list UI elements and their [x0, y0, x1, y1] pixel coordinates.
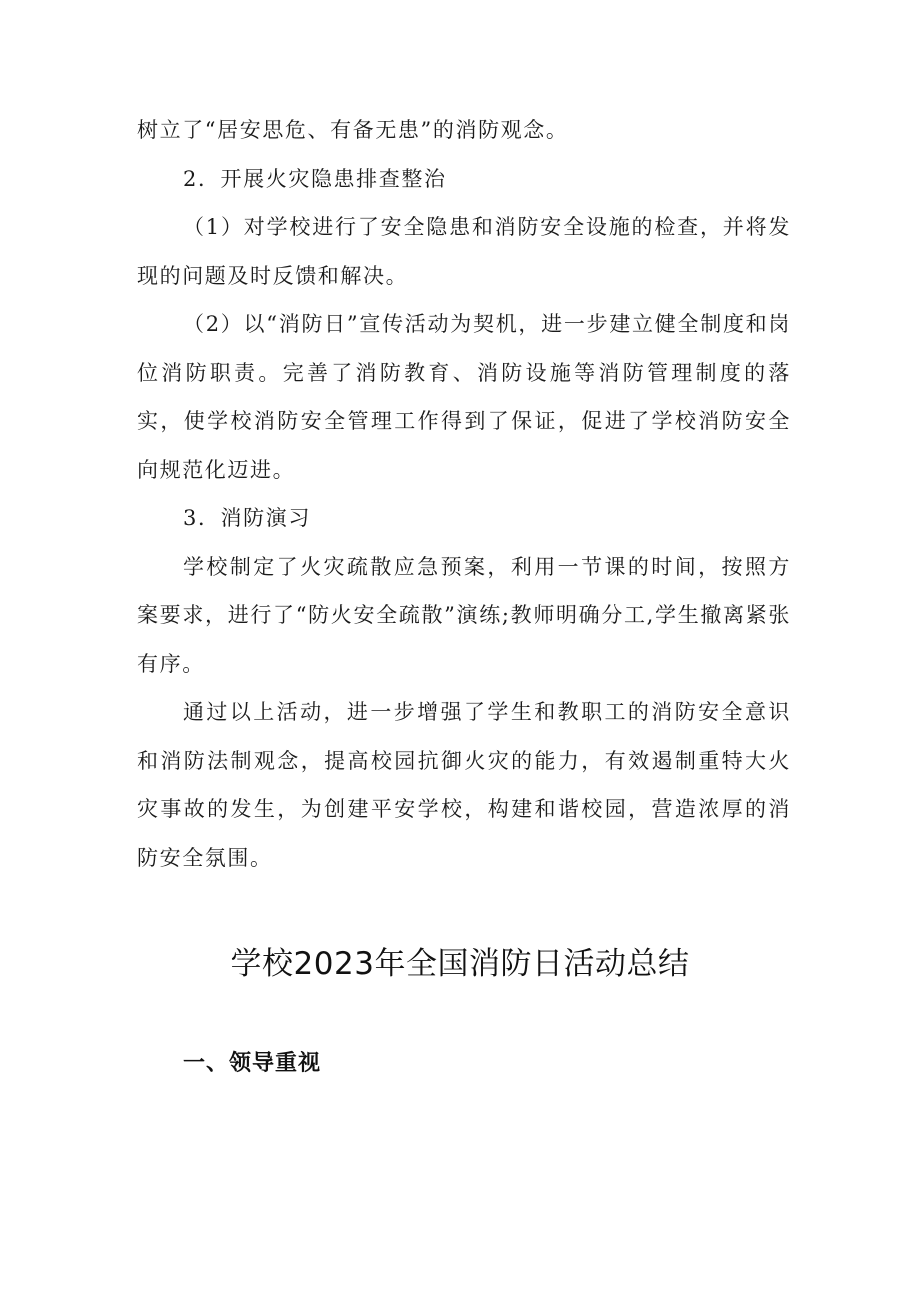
paragraph-conclusion: 通过以上活动，进一步增强了学生和教职工的消防安全意识和消防法制观念，提高校园抗御火灾的能力，有效遏制重特大火灾事故的发生，为创建平安学校，构建和谐校园，营造浓厚的消防安全氛围。 — [137, 700, 791, 870]
body-text — [137, 106, 791, 882]
paragraph-item-2: （2）以“消防日”宣传活动为契机，进一步建立健全制度和岗位消防职责。完善了消防教育、消防设施等消防管理制度的落实，使学校消防安全管理工作得到了保证，促进了学校消防安全向规范化迈进。 — [137, 312, 791, 482]
paragraph-item-1: （1）对学校进行了安全隐患和消防安全设施的检查，并将发现的问题及时反馈和解决。 — [137, 215, 791, 288]
subheading-3: 3．消防演习 — [183, 506, 311, 530]
paragraph-drill: 学校制定了火灾疏散应急预案，利用一节课的时间，按照方案要求，进行了“防火安全疏散”演练;教师明确分工,学生撤离紧张有序。 — [137, 554, 791, 676]
subheading-2: 2．开展火灾隐患排查整治 — [183, 166, 447, 191]
section-heading: 一、领导重视 — [183, 1051, 322, 1076]
paragraph-continuation: 树立了“居安思危、有备无患”的消防观念。 — [137, 118, 569, 142]
document-title: 学校2023年全国消防日活动总结 — [230, 946, 690, 982]
